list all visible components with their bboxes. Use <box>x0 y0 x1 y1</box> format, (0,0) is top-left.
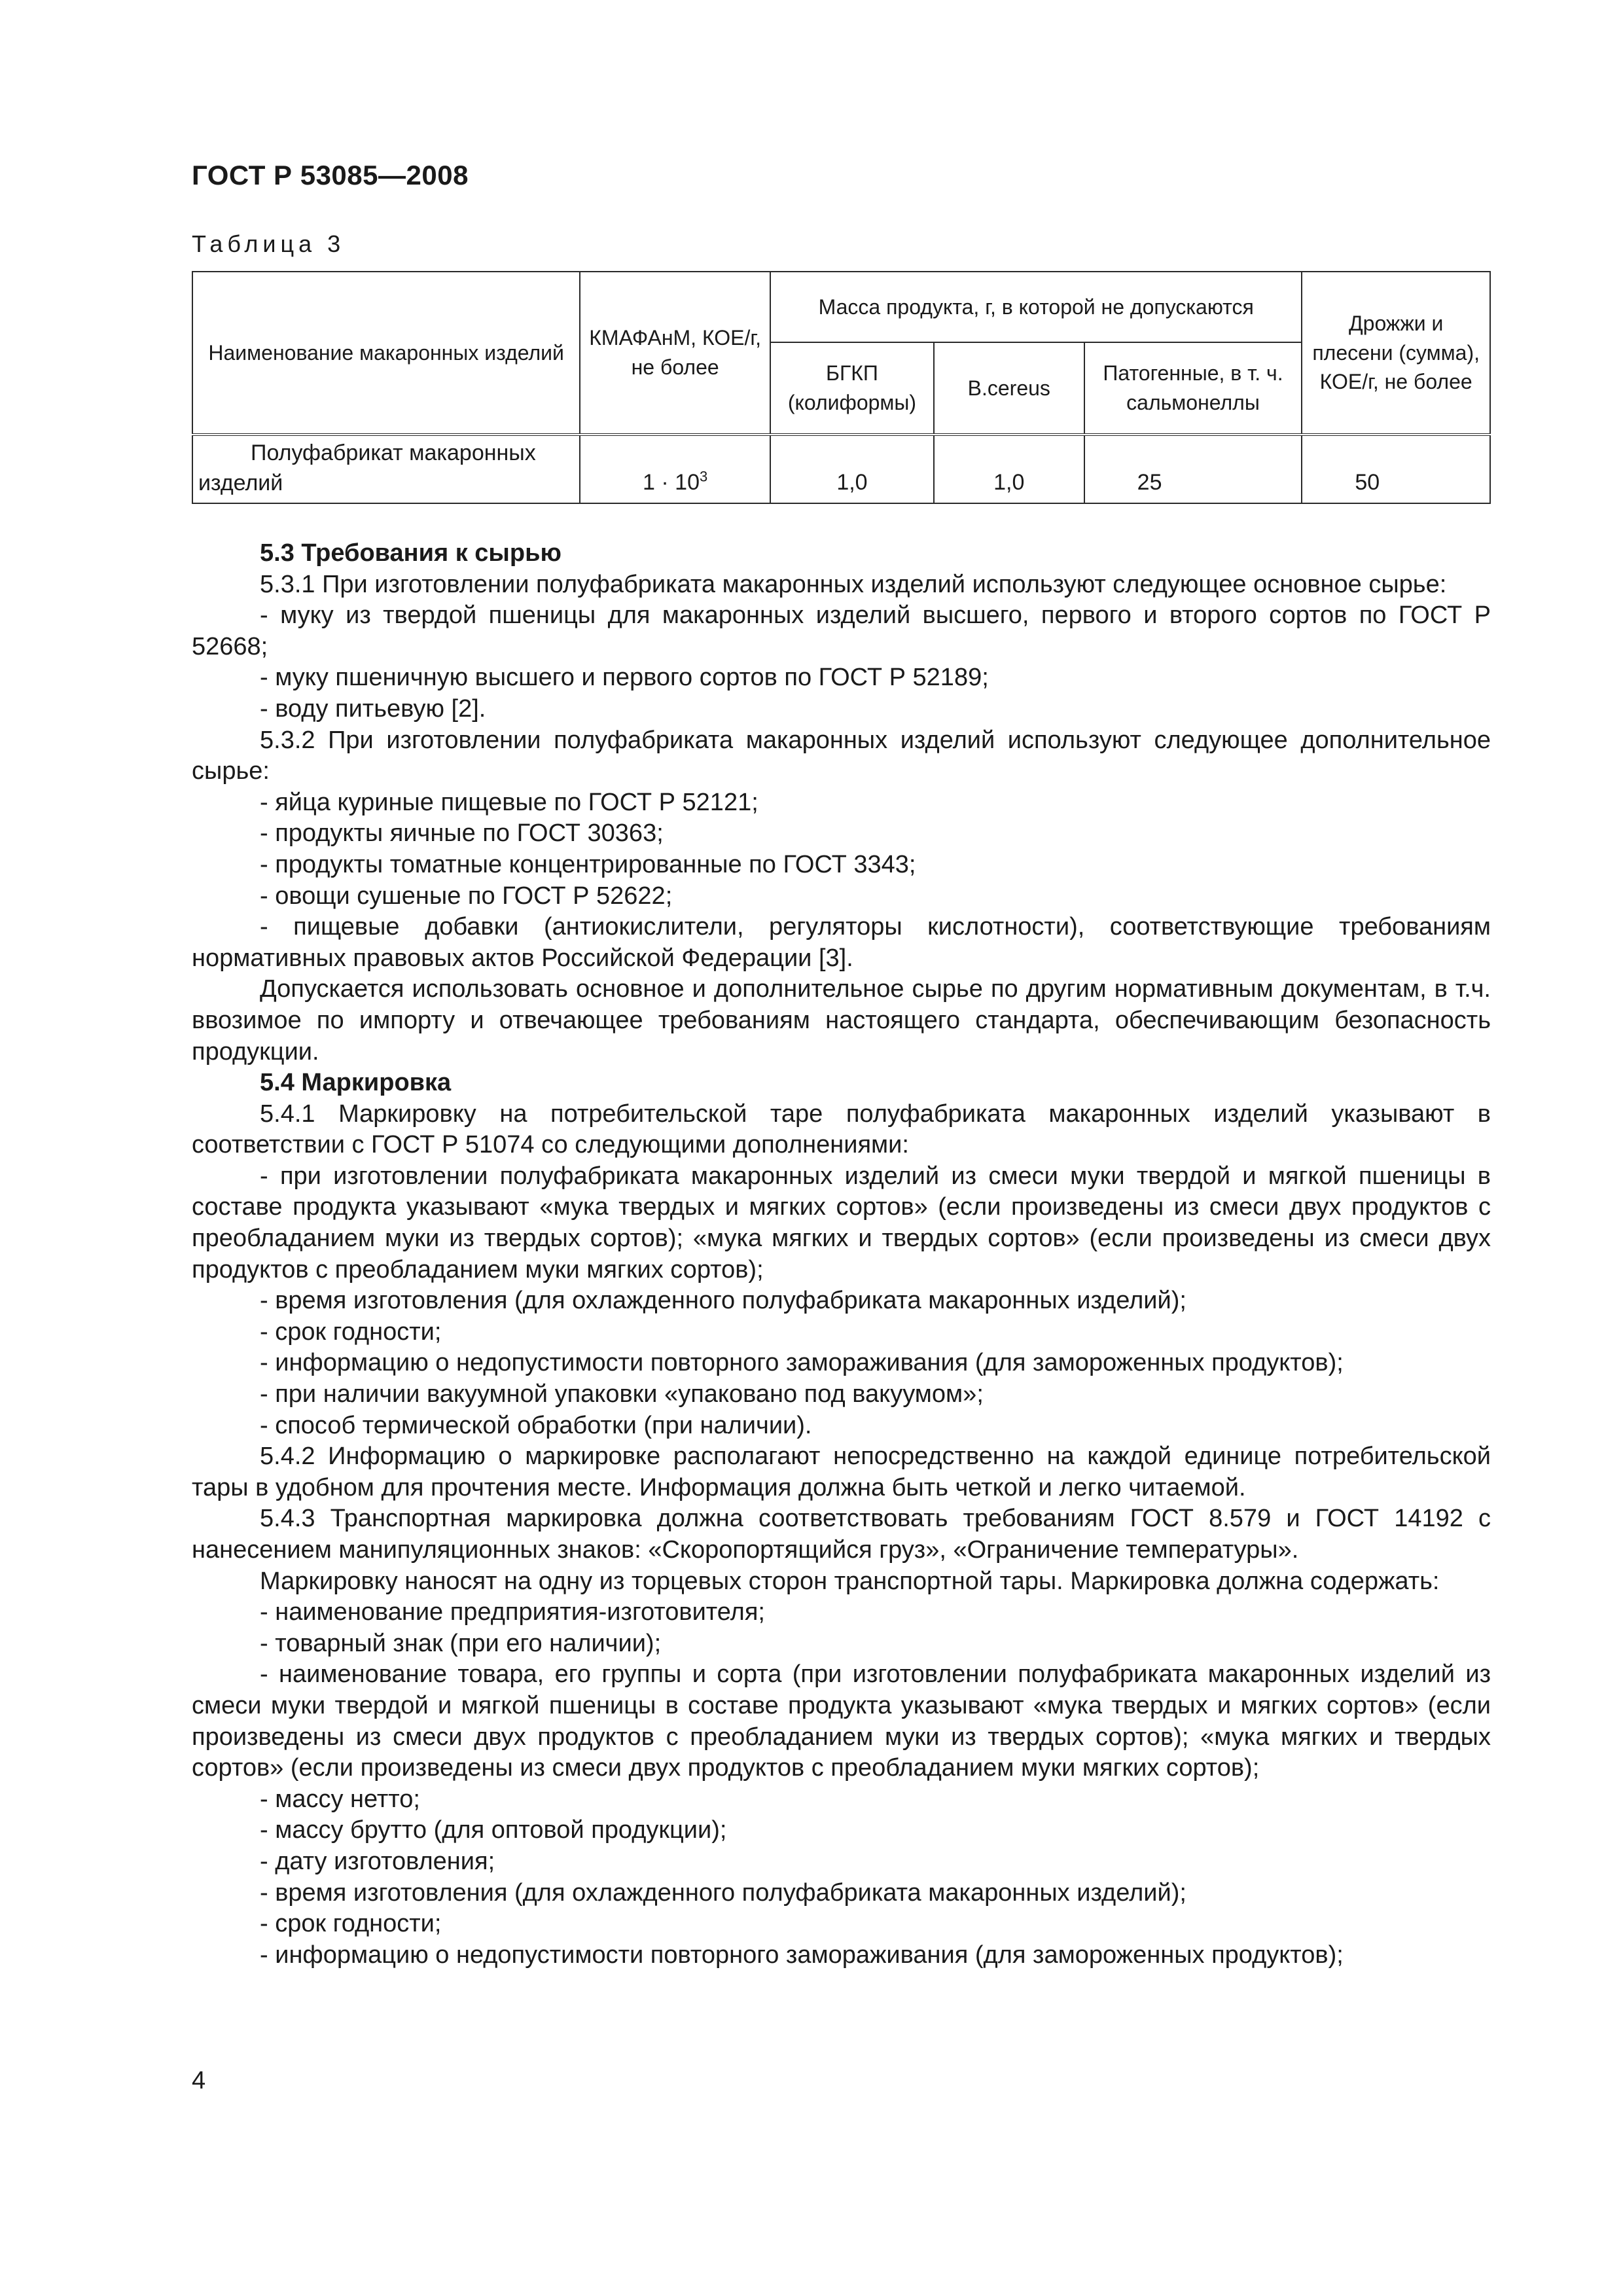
paragraph-5-4-2: 5.4.2 Информацию о маркировке располагают непосредственно на каждой единице потребительской тары в удобном для прочтения месте. Информация должна быть четкой и легко читаемой. <box>192 1443 1491 1501</box>
cell-kmafanm <box>580 435 770 503</box>
cell-pathogens: 25 <box>1084 435 1302 503</box>
paragraph-5-4-1: 5.4.1 Маркировку на потребительской таре полуфабриката макаронных изделий указывают в соответствии с ГОСТ Р 51074 со следующими дополнениями: <box>192 1100 1491 1159</box>
table-row <box>192 435 1490 503</box>
list-item: - наименование товара, его группы и сорта (при изготовлении полуфабриката макаронных изделий из смеси муки твердой и мягкой пшеницы в составе продукта указывают «мука твердых и мягких сортов» (если произведены из смеси двух продуктов с преобладанием муки из твердых сортов); «мука мягких и твердых сортов» (если произведены из смеси двух продуктов с преобладанием муки мягких сортов); <box>192 1660 1491 1782</box>
list-item: - муку пшеничную высшего и первого сортов по ГОСТ Р 52189; <box>260 664 989 692</box>
header-bgkp: БГКП (колиформы) <box>770 342 934 435</box>
list-item: - наименование предприятия-изготовителя; <box>260 1598 765 1626</box>
body-text <box>192 538 1491 1971</box>
list-item: - срок годности; <box>260 1318 442 1346</box>
list-item: - продукты яичные по ГОСТ 30363; <box>260 819 664 848</box>
list-item: - срок годности; <box>260 1910 442 1938</box>
header-mass-group: Масса продукта, г, в которой не допускаются <box>770 272 1302 342</box>
section-heading-5-4: 5.4 Маркировка <box>260 1069 452 1097</box>
cell-product-name <box>192 435 580 503</box>
list-item: - воду питьевую [2]. <box>260 694 486 723</box>
kmafanm-base: 1 · 10 <box>643 470 700 495</box>
requirements-table <box>192 271 1491 504</box>
header-bcereus: B.cereus <box>934 342 1084 435</box>
header-pathogens: Патогенные, в т. ч. сальмонеллы <box>1084 342 1302 435</box>
list-item: - дату изготовления; <box>260 1847 495 1875</box>
list-item: - время изготовления (для охлажденного полуфабриката макаронных изделий); <box>260 1287 1186 1315</box>
list-item: - муку из твердой пшеницы для макаронных изделий высшего, первого и второго сортов по ГОСТ Р 52668; <box>192 601 1491 660</box>
table-caption: Таблица 3 <box>192 230 346 257</box>
list-item: - информацию о недопустимости повторного замораживания (для замороженных продуктов); <box>260 1941 1344 1969</box>
paragraph-5-3-1: 5.3.1 При изготовлении полуфабриката макаронных изделий используют следующее основное сырье: <box>260 570 1447 598</box>
list-item: - способ термической обработки (при наличии). <box>260 1411 812 1439</box>
paragraph-5-4-3: 5.4.3 Транспортная маркировка должна соответствовать требованиям ГОСТ 8.579 и ГОСТ 14192 с нанесением манипуляционных знаков: «Скоропортящийся груз», «Ограничение температуры». <box>192 1505 1491 1564</box>
list-item: - овощи сушеные по ГОСТ Р 52622; <box>260 882 673 910</box>
cell-yeast-mold: 50 <box>1302 435 1490 503</box>
list-item: - яйца куриные пищевые по ГОСТ Р 52121; <box>260 788 758 816</box>
header-yeast-mold: Дрожжи и плесени (сумма), КОЕ/г, не более <box>1302 272 1490 435</box>
paragraph-5-3-2: 5.3.2 При изготовлении полуфабриката макаронных изделий используют следующее дополнительное сырье: <box>192 726 1491 785</box>
cell-bgkp: 1,0 <box>770 435 934 503</box>
product-name-line1: Полуфабрикат макаронных <box>251 440 536 465</box>
list-item: - информацию о недопустимости повторного замораживания (для замороженных продуктов); <box>260 1349 1344 1377</box>
list-item: - время изготовления (для охлажденного полуфабриката макаронных изделий); <box>260 1878 1186 1907</box>
section-heading-5-3: 5.3 Требования к сырью <box>260 539 562 567</box>
list-item: - массу нетто; <box>260 1785 420 1813</box>
list-item: - товарный знак (при его наличии); <box>260 1629 662 1657</box>
product-name-line2: изделий <box>198 470 283 495</box>
document-header: ГОСТ Р 53085—2008 <box>192 160 469 190</box>
header-kmafanm: КМАФАнМ, КОЕ/г, не более <box>580 272 770 435</box>
list-item: - при наличии вакуумной упаковки «упаковано под вакуумом»; <box>260 1380 984 1408</box>
list-item: - продукты томатные концентрированные по ГОСТ 3343; <box>260 850 916 878</box>
cell-bcereus: 1,0 <box>934 435 1084 503</box>
page-number: 4 <box>192 2067 206 2094</box>
paragraph-5-3-note: Допускается использовать основное и дополнительное сырье по другим нормативным документам, в т.ч. ввозимое по импорту и отвечающее требованиям настоящего стандарта, обеспечивающим безопасность продукции. <box>192 975 1491 1066</box>
list-item: - массу брутто (для оптовой продукции); <box>260 1816 727 1844</box>
list-item: - при изготовлении полуфабриката макаронных изделий из смеси муки твердой и мягкой пшеницы в составе продукта указывают «мука твердых и мягких сортов» (если произведены из смеси двух продуктов с преобладанием муки из твердых сортов); «мука мягких и твердых сортов» (если произведены из смеси двух продуктов с преобладанием муки мягких сортов); <box>192 1162 1491 1283</box>
header-product-name: Наименование макаронных изделий <box>192 272 580 435</box>
kmafanm-exponent: 3 <box>700 468 708 485</box>
list-item: - пищевые добавки (антиокислители, регуляторы кислотности), соответствующие требованиям нормативных правовых актов Российской Федерации [3]. <box>192 913 1491 972</box>
paragraph-5-4-3-b: Маркировку наносят на одну из торцевых сторон транспортной тары. Маркировка должна содержать: <box>260 1567 1440 1595</box>
